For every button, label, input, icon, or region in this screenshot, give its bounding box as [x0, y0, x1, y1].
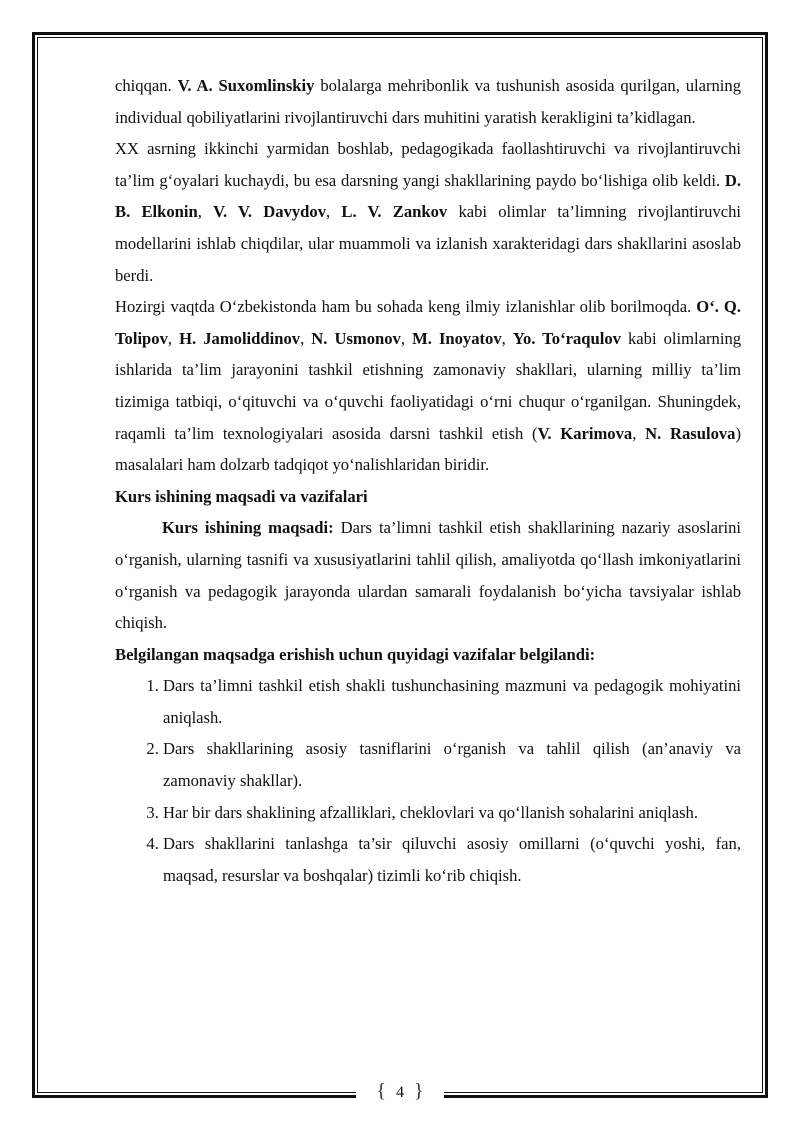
author-name: V. V. Davydov: [213, 202, 326, 222]
separator: ,: [326, 202, 342, 222]
author-name: H. Jamoliddinov: [179, 328, 301, 348]
separator: ,: [167, 328, 180, 348]
text: XX asrning ikkinchi yarmidan boshlab, pedagogikada faollashtiruvchi va rivojlantiruvchi ta’lim g‘oyalari kuchaydi, bu esa darsning yangi shakllarining paydo bo‘lishiga olib keldi.: [115, 139, 741, 190]
document-body: [115, 70, 741, 891]
page-number-footer: [0, 1078, 800, 1108]
text: kabi olimlarning ishlarida ta’lim jarayonini tashkil etishning zamonaviy shakllari, ularning milliy ta’lim tizimiga tatbiqi, o‘qituvchi va o‘quvchi faoliyatidagi o‘rni chuqur o‘rganilgan. Shuningdek, raqamli ta’lim texnologiyalari asosida darsni tashkil etish (: [115, 328, 742, 443]
author-name: V. Karimova: [537, 423, 633, 443]
text: bolalarga mehribonlik va tushunish asosida qurilgan, ularning individual qobiliyatlarini rivojlantiruvchi dars muhitini yaratish kerakligini ta’kidlagan.: [115, 76, 742, 127]
text: chiqqan.: [115, 76, 178, 95]
author-name: V. A. Suxomlinskiy: [177, 76, 315, 95]
separator: ,: [632, 423, 646, 443]
page-number: 4: [396, 1084, 404, 1101]
author-name: O‘. Q. Tolipov: [115, 297, 741, 348]
list-item: 3. Har bir dars shaklining afzalliklari, cheklovlari va qo‘llanish sohalarini aniqlash.: [163, 797, 741, 829]
text: Hozirgi vaqtda O‘zbekistonda ham bu sohada keng ilmiy izlanishlar olib borilmoqda.: [115, 297, 697, 317]
text: Dars ta’limni tashkil etish shakllarining nazariy asoslarini o‘rganish, ularning tasnifi va xususiyatlarini tahlil qilish, amaliyotda qo‘llash imkoniyatlarini o‘rganish va pedagogik jarayonda ulardan samarali foydalanish bo‘yicha tavsiyalar ishlab chiqish.: [115, 518, 741, 633]
author-name: N. Usmonov: [311, 328, 401, 348]
separator: ,: [197, 202, 214, 222]
author-name: N. Rasulova: [645, 423, 736, 443]
list-item: 1. Dars ta’limni tashkil etish shakli tushunchasining mazmuni va pedagogik mohiyatini aniqlash.: [163, 670, 741, 733]
text: ) masalalari ham dolzarb tadqiqot yo‘nalishlaridan biridir.: [115, 423, 741, 475]
section-heading-tasks: Belgilangan maqsadga erishish uchun quyidagi vazifalar belgilandi:: [115, 644, 596, 664]
page-number-box: [356, 1078, 443, 1106]
author-name: Yo. To‘raqulov: [512, 328, 621, 348]
text: kabi olimlar ta’limning rivojlantiruvchi modellarini ishlab chiqdilar, ular muammoli va izlanish xarakteridagi dars shakllarini asoslab berdi.: [115, 202, 742, 285]
left-bracket-icon: {: [376, 1080, 386, 1102]
section-heading-goals: Kurs ishining maqsadi va vazifalari: [115, 486, 368, 506]
separator: ,: [501, 328, 513, 348]
separator: ,: [300, 328, 312, 348]
author-name: L. V. Zankov: [341, 202, 448, 222]
paragraph-xx-century: [115, 133, 741, 291]
paragraph-suxomlinskiy: [115, 70, 741, 133]
list-item: 2. Dars shakllarining asosiy tasniflarini o‘rganish va tahlil qilish (an’anaviy va zamonaviy shakllar).: [163, 733, 741, 796]
author-name: M. Inoyatov: [412, 328, 502, 348]
list-item: 4. Dars shakllarini tanlashga ta’sir qiluvchi asosiy omillarni (o‘quvchi yoshi, fan, maqsad, resurslar va boshqalar) tizimli ko‘rib chiqish.: [163, 828, 741, 891]
right-bracket-icon: }: [414, 1080, 424, 1102]
author-name: D. B. Elkonin: [115, 170, 741, 222]
goal-label: Kurs ishining maqsadi:: [162, 518, 334, 538]
paragraph-goal: [115, 512, 741, 638]
paragraph-uzbekistan: [115, 291, 741, 481]
separator: ,: [400, 328, 413, 348]
task-list: [115, 670, 741, 891]
